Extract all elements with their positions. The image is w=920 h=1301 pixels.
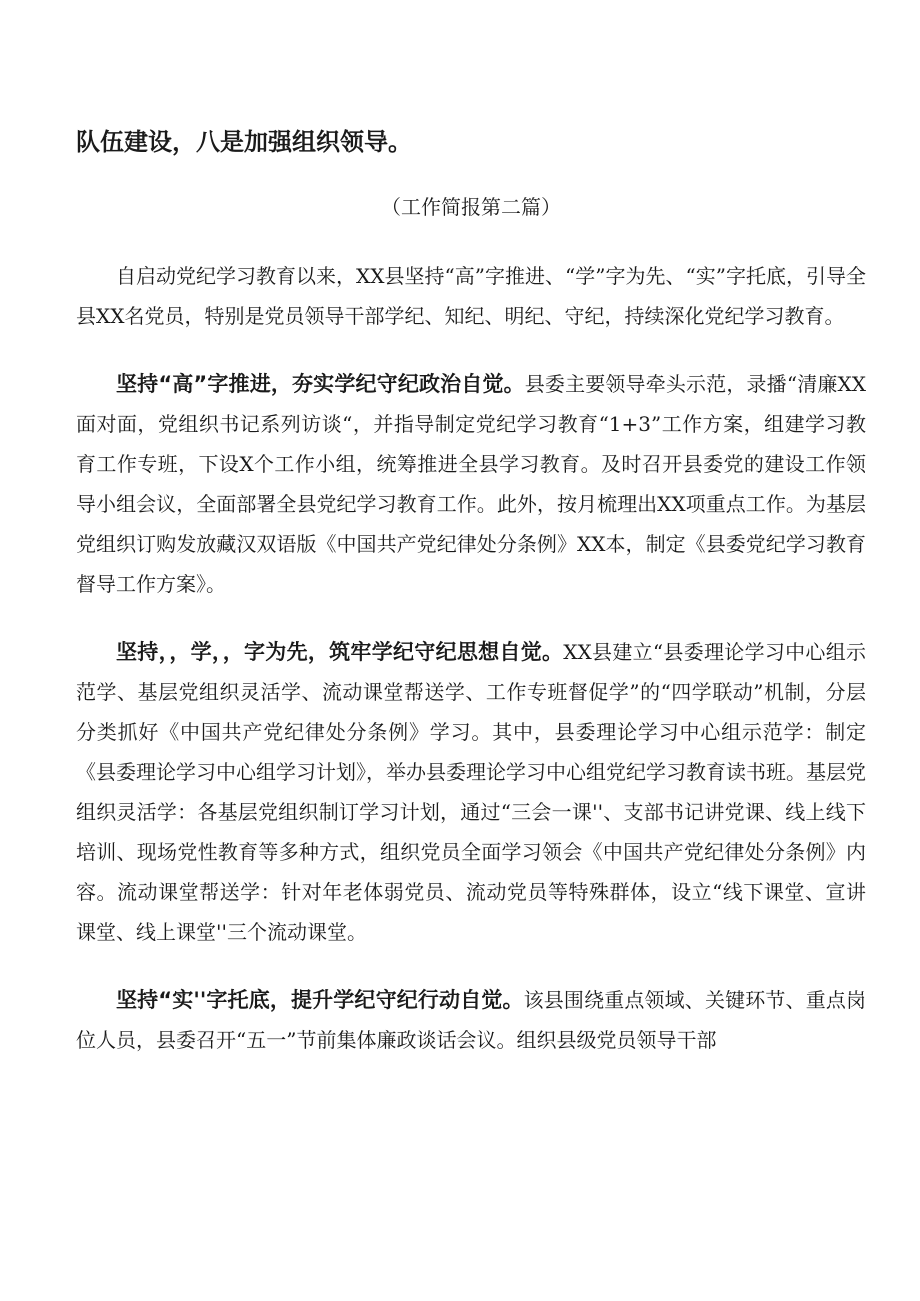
section-paragraph-2: [76, 632, 866, 952]
section-body-2: XX县建立“县委理论学习中心组示范学、基层党组织灵活学、流动课堂帮送学、工作专班督促学”的“四学联动”机制，分层分类抓好《中国共产党纪律处分条例》学习。其中，县委理论学习中心组示范学：制定《县委理论学习中心组学习计划》，举办县委理论学习中心组党纪学习教育读书班。基层党组织灵活学：各基层党组织制订学习计划，通过“三会一课''、支部书记讲党课、线上线下培训、现场党性教育等多种方式，组织党员全面学习领会《中国共产党纪律处分条例》内容。流动课堂帮送学：针对年老体弱党员、流动党员等特殊群体，设立“线下课堂、宣讲课堂、线上课堂''三个流动课堂。: [76, 640, 867, 944]
document-page: [76, 122, 866, 1088]
intro-paragraph: 自启动党纪学习教育以来，XX县坚持“高”字推进、“学”字为先、“实”字托底，引导全县XX名党员，特别是党员领导干部学纪、知纪、明纪、守纪，持续深化党纪学习教育。: [76, 264, 866, 328]
section-heading-1: 坚持“高”字推进，夯实学纪守纪政治自觉。: [116, 372, 525, 396]
section-paragraph-1: [76, 364, 866, 604]
section-heading-3: 坚持“实''字托底，提升学纪守纪行动自觉。: [116, 988, 524, 1012]
section-body-3: 该县围绕重点领域、关键环节、重点岗位人员，县委召开“五一”节前集体廉政谈话会议。组织县级党员领导干部: [76, 988, 866, 1052]
section-paragraph-3: [76, 980, 866, 1060]
section-heading-2: 坚持，，学，，字为先，筑牢学纪守纪思想自觉。: [116, 640, 564, 664]
lead-line: 队伍建设，八是加强组织领导。: [76, 128, 412, 156]
section-body-1: 县委主要领导牵头示范，录播“清廉XX面对面，党组织书记系列访谈“，并指导制定党纪学习教育“1+3”工作方案，组建学习教育工作专班，下设X个工作小组，统筹推进全县学习教育。及时召开县委党的建设工作领导小组会议，全面部署全县党纪学习教育工作。此外，按月梳理出XX项重点工作。为基层党组织订购发放藏汉双语版《中国共产党纪律处分条例》XX本，制定《县委党纪学习教育督导工作方案》。: [76, 372, 866, 596]
document-subtitle: （工作简报第二篇）: [381, 195, 561, 219]
